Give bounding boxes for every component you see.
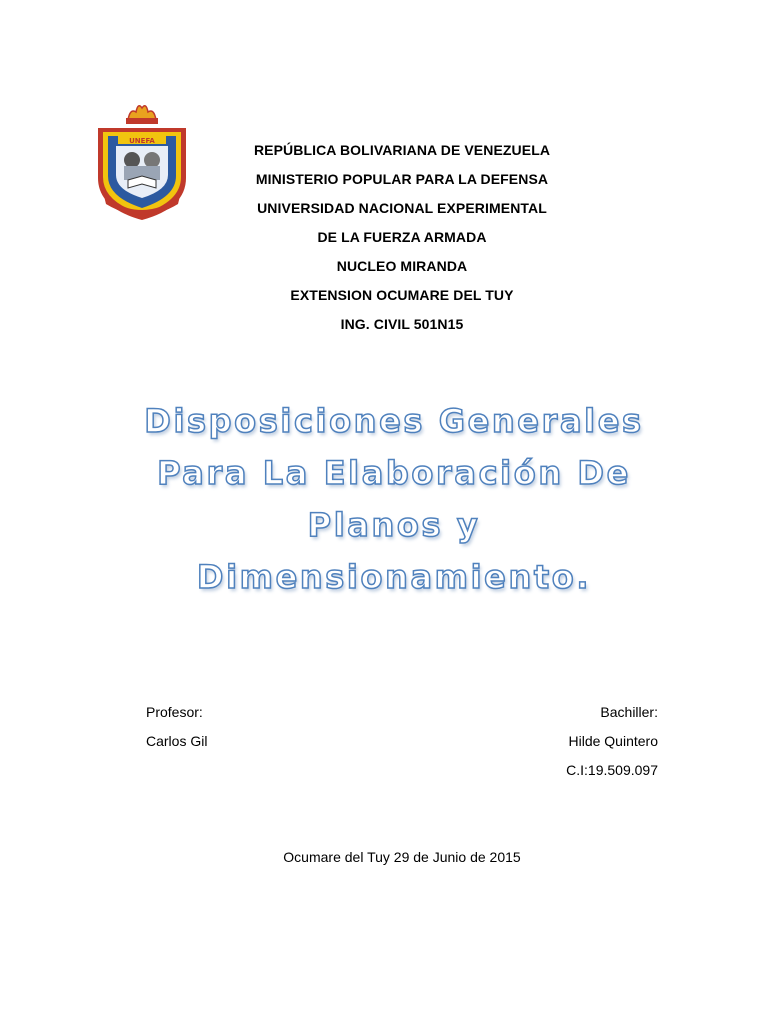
header-line-section: ING. CIVIL 501N15 [340, 316, 464, 332]
crest-banner-label: UNEFA [129, 137, 155, 145]
professor-name: Carlos Gil [146, 733, 208, 749]
student-name: Hilde Quintero [568, 733, 658, 749]
header-line-nucleus: NUCLEO MIRANDA [336, 258, 468, 274]
title-line-1: Disposiciones Generales [144, 402, 644, 440]
header-line-extension: EXTENSION OCUMARE DEL TUY [290, 287, 514, 303]
header-line-ministry: MINISTERIO POPULAR PARA LA DEFENSA [255, 171, 549, 187]
title-line-2: Para La Elaboración De [157, 454, 631, 492]
document-title [0, 395, 768, 603]
header-line-armed-forces: DE LA FUERZA ARMADA [317, 229, 487, 245]
header-line-country: REPÚBLICA BOLIVARIANA DE VENEZUELA [253, 142, 551, 158]
header-line-university: UNIVERSIDAD NACIONAL EXPERIMENTAL [257, 200, 547, 216]
title-line-4: Dimensionamiento. [196, 558, 592, 596]
institution-header [0, 136, 768, 339]
place-date: Ocumare del Tuy 29 de Junio de 2015 [283, 849, 521, 865]
student-label: Bachiller: [600, 704, 658, 720]
professor-label: Profesor: [146, 704, 203, 720]
student-id: C.I:19.509.097 [566, 762, 658, 778]
title-line-3: Planos y [307, 506, 481, 544]
